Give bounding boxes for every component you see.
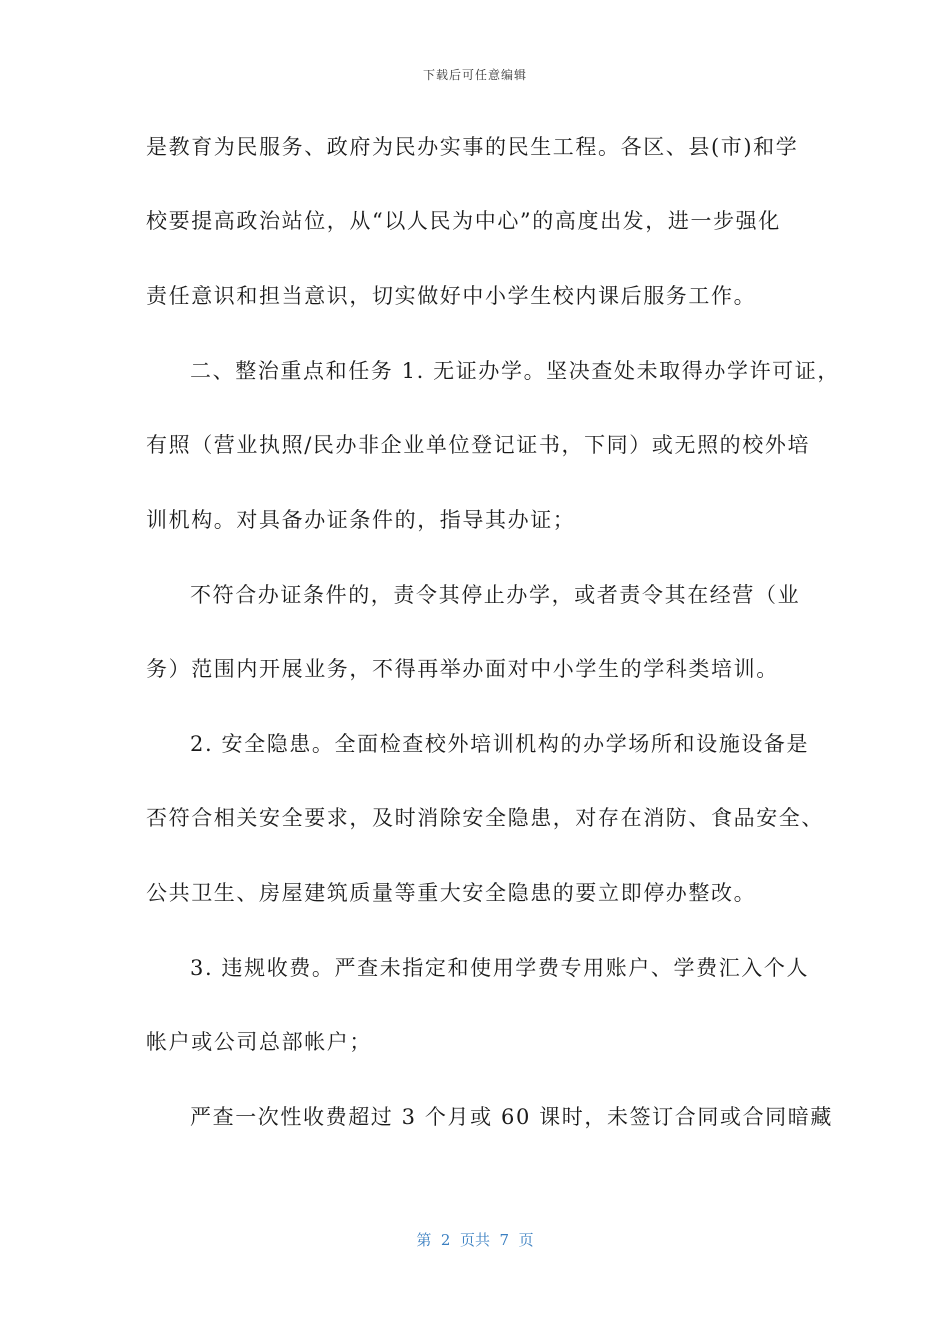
body-line: 训机构。对具备办证条件的，指导其办证； xyxy=(146,508,576,532)
body-line: 公共卫生、房屋建筑质量等重大安全隐患的要立即停办整改。 xyxy=(146,881,757,905)
body-line: 校要提高政治站位，从“以人民为中心”的高度出发，进一步强化 xyxy=(146,209,781,233)
page-number-footer: 第 2 页共 7 页 xyxy=(416,1231,534,1249)
header-note: 下载后可任意编辑 xyxy=(422,68,527,82)
body-line: 帐户或公司总部帐户； xyxy=(146,1030,372,1054)
body-line: 不符合办证条件的，责令其停止办学，或者责令其在经营（业 xyxy=(190,583,801,607)
body-line: 严查一次性收费超过 3 个月或 60 课时，未签订合同或合同暗藏 xyxy=(190,1105,833,1129)
body-line: 责任意识和担当意识，切实做好中小学生校内课后服务工作。 xyxy=(146,284,757,308)
body-line: 务）范围内开展业务，不得再举办面对中小学生的学科类培训。 xyxy=(146,657,779,681)
body-line: 是教育为民服务、政府为民办实事的民生工程。各区、县(市)和学 xyxy=(146,135,799,159)
body-line: 3. 违规收费。严查未指定和使用学费专用账户、学费汇入个人 xyxy=(190,956,810,980)
body-line: 2. 安全隐患。全面检查校外培训机构的办学场所和设施设备是 xyxy=(190,732,810,756)
body-line: 否符合相关安全要求，及时消除安全隐患，对存在消防、食品安全、 xyxy=(146,806,824,830)
body-line: 有照（营业执照/民办非企业单位登记证书，下同）或无照的校外培 xyxy=(146,433,811,457)
body-line: 二、整治重点和任务 1. 无证办学。坚决查处未取得办学许可证， xyxy=(190,359,840,383)
